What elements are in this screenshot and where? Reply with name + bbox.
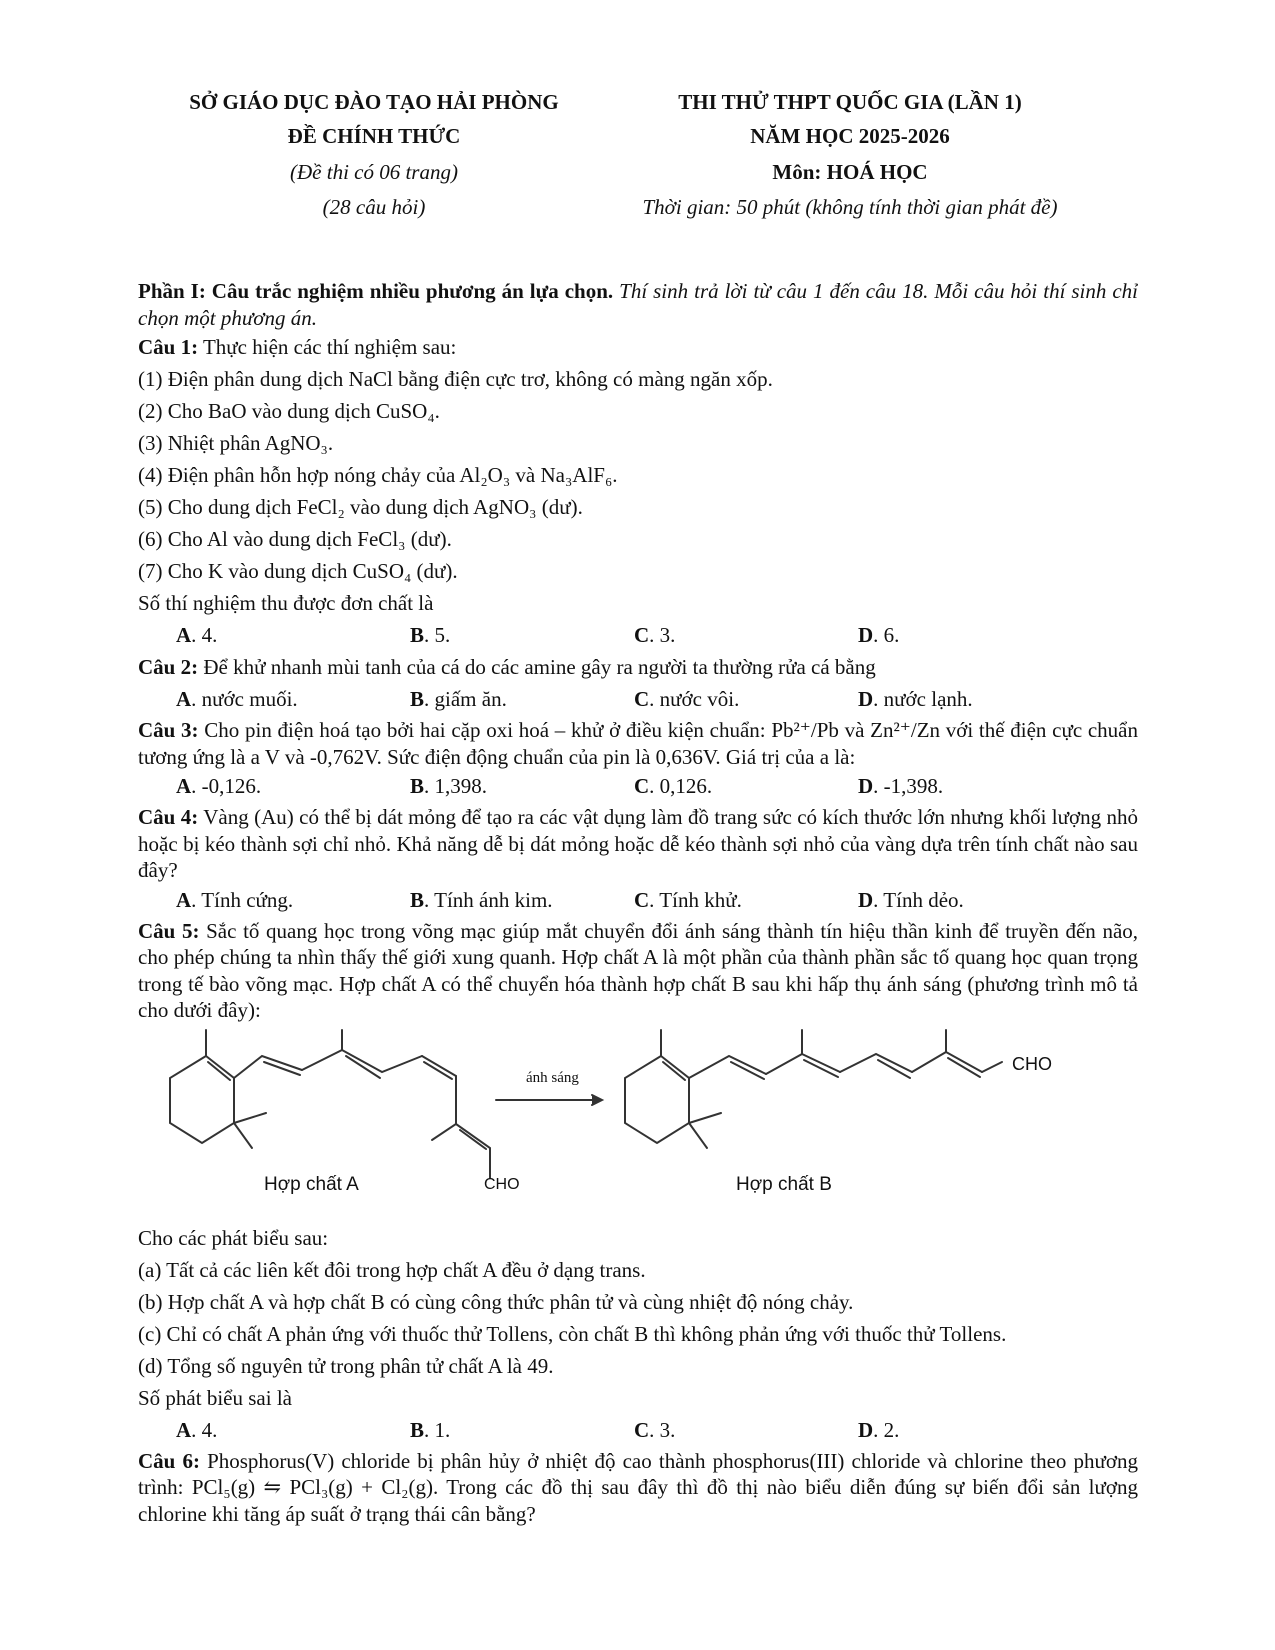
q1-option-a[interactable]: A. 4. (176, 623, 218, 647)
question-1-text: Thực hiện các thí nghiệm sau: (202, 335, 457, 359)
option-letter: B (410, 1417, 425, 1442)
q1-item-7: (7) Cho K vào dung dịch CuSO₄ (dư). (138, 559, 458, 583)
option-text: nước lạnh. (883, 687, 973, 711)
q1-item-4: (4) Điện phân hỗn hợp nóng chảy của Al₂O₃ và Na₃AlF₆. (138, 463, 618, 487)
option-text: 2. (883, 1417, 900, 1442)
option-text: 6. (883, 623, 900, 647)
q1-option-d[interactable]: D. 6. (858, 623, 900, 647)
option-text: -0,126. (201, 774, 262, 798)
option-letter: B (410, 623, 425, 647)
part1-heading (138, 278, 1138, 331)
question-5-stem (138, 918, 1138, 1024)
option-letter: D (858, 887, 874, 912)
q5-intro: Cho các phát biểu sau: (138, 1225, 329, 1250)
option-text: Tính ánh kim. (434, 887, 553, 912)
part1-title: Phần I: Câu trắc nghiệm nhiều phương án lựa chọn. (138, 279, 614, 303)
q4-option-a[interactable]: A. Tính cứng. (176, 887, 294, 912)
option-letter: A (176, 687, 192, 711)
question-5-text: Sắc tố quang học trong võng mạc giúp mắt chuyển đổi ánh sáng thành tín hiệu thần kinh để truyền đến não, cho phép chúng ta nhìn thấy thế giới xung quanh. Hợp chất A là một phần của thành phần sắc tố quang học quan trọng trong tế bào võng mạc. Hợp chất A có thể chuyển hóa thành hợp chất B sau khi hấp thụ ánh sáng (phương trình mô tả cho dưới đây): (138, 918, 1139, 1022)
page-count-note: (Đề thi có 06 trang) (290, 160, 458, 184)
school-year: NĂM HỌC 2025-2026 (750, 124, 950, 148)
part1-instruction: Thí sinh trả lời từ câu 1 đến câu 18. Mỗi câu hỏi thí sinh chỉ chọn một phương án. (138, 279, 1139, 330)
question-4-text: Vàng (Au) có thể bị dát mỏng để tạo ra các vật dụng làm đồ trang sức có kích thước lớn nhưng khối lượng nhỏ hoặc bị kéo thành sợi chỉ nhỏ. Khả năng dễ bị dát mỏng hoặc dễ kéo thành sợi nhỏ của vàng dựa trên tính chất nào sau đây? (138, 805, 1138, 882)
compound-a-cho: CHO (484, 1175, 520, 1193)
q5-statement-a: (a) Tất cả các liên kết đôi trong hợp chất A đều ở dạng trans. (138, 1257, 646, 1282)
option-letter: B (410, 887, 425, 912)
question-5-label: Câu 5: (138, 918, 200, 943)
option-text: nước muối. (201, 687, 298, 711)
option-letter: A (176, 774, 192, 798)
option-letter: A (176, 887, 192, 912)
q2-option-d[interactable]: D. nước lạnh. (858, 687, 973, 711)
option-text: Tính dẻo. (883, 887, 964, 912)
option-text: 1. (434, 1417, 451, 1442)
option-text: 1,398. (434, 774, 488, 798)
option-letter: D (858, 687, 874, 711)
arrow-label: ánh sáng (526, 1069, 579, 1086)
q1-item-2: (2) Cho BaO vào dung dịch CuSO₄. (138, 399, 440, 423)
q4-options (138, 884, 1138, 916)
q1-options (138, 619, 1138, 651)
q3-option-c[interactable]: C. 0,126. (634, 774, 713, 798)
q5-statement-b: (b) Hợp chất A và hợp chất B có cùng công thức phân tử và cùng nhiệt độ nóng chảy. (138, 1289, 854, 1314)
question-6-label: Câu 6: (138, 1448, 200, 1473)
time-limit: Thời gian: 50 phút (không tính thời gian phát đề) (642, 195, 1058, 219)
q5-option-c[interactable]: C. 3. (634, 1417, 676, 1442)
q3-options (138, 770, 1138, 802)
q4-option-d[interactable]: D. Tính dẻo. (858, 887, 964, 912)
option-letter: C (634, 623, 650, 647)
option-letter: D (858, 774, 874, 798)
exam-title: THI THỬ THPT QUỐC GIA (LẦN 1) (678, 90, 1022, 114)
subject-name: Môn: HOÁ HỌC (772, 160, 928, 184)
option-text: 4. (201, 623, 218, 647)
q1-item-5: (5) Cho dung dịch FeCl₂ vào dung dịch AgNO₃ (dư). (138, 495, 583, 519)
q3-option-d[interactable]: D. -1,398. (858, 774, 944, 798)
option-text: -1,398. (883, 774, 944, 798)
q1-item-1: (1) Điện phân dung dịch NaCl bằng điện cực trơ, không có màng ngăn xốp. (138, 367, 773, 391)
question-4-label: Câu 4: (138, 805, 199, 829)
q1-option-b[interactable]: B. 5. (410, 623, 451, 647)
question-2-label: Câu 2: (138, 655, 199, 679)
q5-statement-d: (d) Tổng số nguyên tử trong phân tử chất A là 49. (138, 1353, 554, 1378)
q5-option-d[interactable]: D. 2. (858, 1417, 900, 1442)
question-3-stem (138, 717, 1138, 770)
option-text: nước vôi. (659, 687, 740, 711)
q5-option-b[interactable]: B. 1. (410, 1417, 451, 1442)
option-text: 5. (434, 623, 451, 647)
question-count-note: (28 câu hỏi) (322, 195, 426, 219)
option-text: 3. (659, 623, 676, 647)
option-text: Tính cứng. (201, 887, 294, 912)
question-6-stem (138, 1448, 1138, 1528)
compound-b-label: Hợp chất B (736, 1173, 832, 1195)
option-letter: A (176, 1417, 192, 1442)
q5-question: Số phát biểu sai là (138, 1385, 292, 1410)
question-2-text: Để khử nhanh mùi tanh của cá do các amine gây ra người ta thường rửa cá bằng (203, 655, 876, 679)
option-letter: A (176, 623, 192, 647)
question-3-text: Cho pin điện hoá tạo bởi hai cặp oxi hoá – khử ở điều kiện chuẩn: Pb²⁺/Pb và Zn²⁺/Zn với thế điện cực chuẩn tương ứng là a V và -0,762V. Sức điện động chuẩn của pin là 0,636V. Giá trị của a là: (138, 718, 1139, 769)
department-name: SỞ GIÁO DỤC ĐÀO TẠO HẢI PHÒNG (189, 90, 559, 114)
retinal-isomerization-diagram (138, 1026, 1138, 1222)
q2-option-a[interactable]: A. nước muối. (176, 687, 298, 711)
option-text: 3. (659, 1417, 676, 1442)
question-6-text: Phosphorus(V) chloride bị phân hủy ở nhiệt độ cao thành phosphorus(III) chloride và chlorine theo phương trình: PCl₅(g) ⇋ PCl₃(g) + Cl₂(g). Trong các đồ thị sau đây thì đồ thị nào biểu diễn đúng sự biến đổi sản lượng chlorine khi tăng áp suất ở trạng thái cân bằng? (138, 1448, 1139, 1526)
exam-body (138, 278, 1138, 1527)
q1-item-3: (3) Nhiệt phân AgNO₃. (138, 431, 334, 455)
q1-question: Số thí nghiệm thu được đơn chất là (138, 591, 434, 615)
compound-a-label: Hợp chất A (264, 1173, 359, 1195)
option-text: Tính khử. (659, 887, 742, 912)
q5-statement-c: (c) Chỉ có chất A phản ứng với thuốc thử Tollens, còn chất B thì không phản ứng với thuốc thử Tollens. (138, 1321, 1007, 1346)
option-letter: B (410, 774, 425, 798)
question-2-stem (138, 651, 1138, 683)
option-text: 4. (201, 1417, 218, 1442)
compound-b-cho: CHO (1012, 1053, 1052, 1074)
option-letter: C (634, 774, 650, 798)
option-letter: D (858, 1417, 874, 1442)
q3-option-a[interactable]: A. -0,126. (176, 774, 262, 798)
option-text: giấm ăn. (434, 687, 507, 711)
q5-options (138, 1414, 1138, 1446)
compound-a-structure (170, 1030, 1002, 1178)
q4-option-b[interactable]: B. Tính ánh kim. (410, 887, 553, 912)
question-1-label: Câu 1: (138, 335, 199, 359)
q5-option-a[interactable]: A. 4. (176, 1417, 218, 1442)
q1-item-6: (6) Cho Al vào dung dịch FeCl₃ (dư). (138, 527, 452, 551)
option-text: 0,126. (659, 774, 713, 798)
q1-option-c[interactable]: C. 3. (634, 623, 676, 647)
question-4-stem (138, 804, 1138, 884)
q2-option-b[interactable]: B. giấm ăn. (410, 687, 507, 711)
option-letter: C (634, 1417, 650, 1442)
q4-option-c[interactable]: C. Tính khử. (634, 887, 742, 912)
q3-option-b[interactable]: B. 1,398. (410, 774, 488, 798)
option-letter: C (634, 887, 650, 912)
question-1-stem (138, 331, 1138, 363)
question-3-label: Câu 3: (138, 718, 199, 742)
option-letter: D (858, 623, 874, 647)
q2-options (138, 683, 1138, 715)
official-exam-label: ĐỀ CHÍNH THỨC (287, 124, 461, 148)
option-letter: B (410, 687, 425, 711)
option-letter: C (634, 687, 650, 711)
q2-option-c[interactable]: C. nước vôi. (634, 687, 740, 711)
